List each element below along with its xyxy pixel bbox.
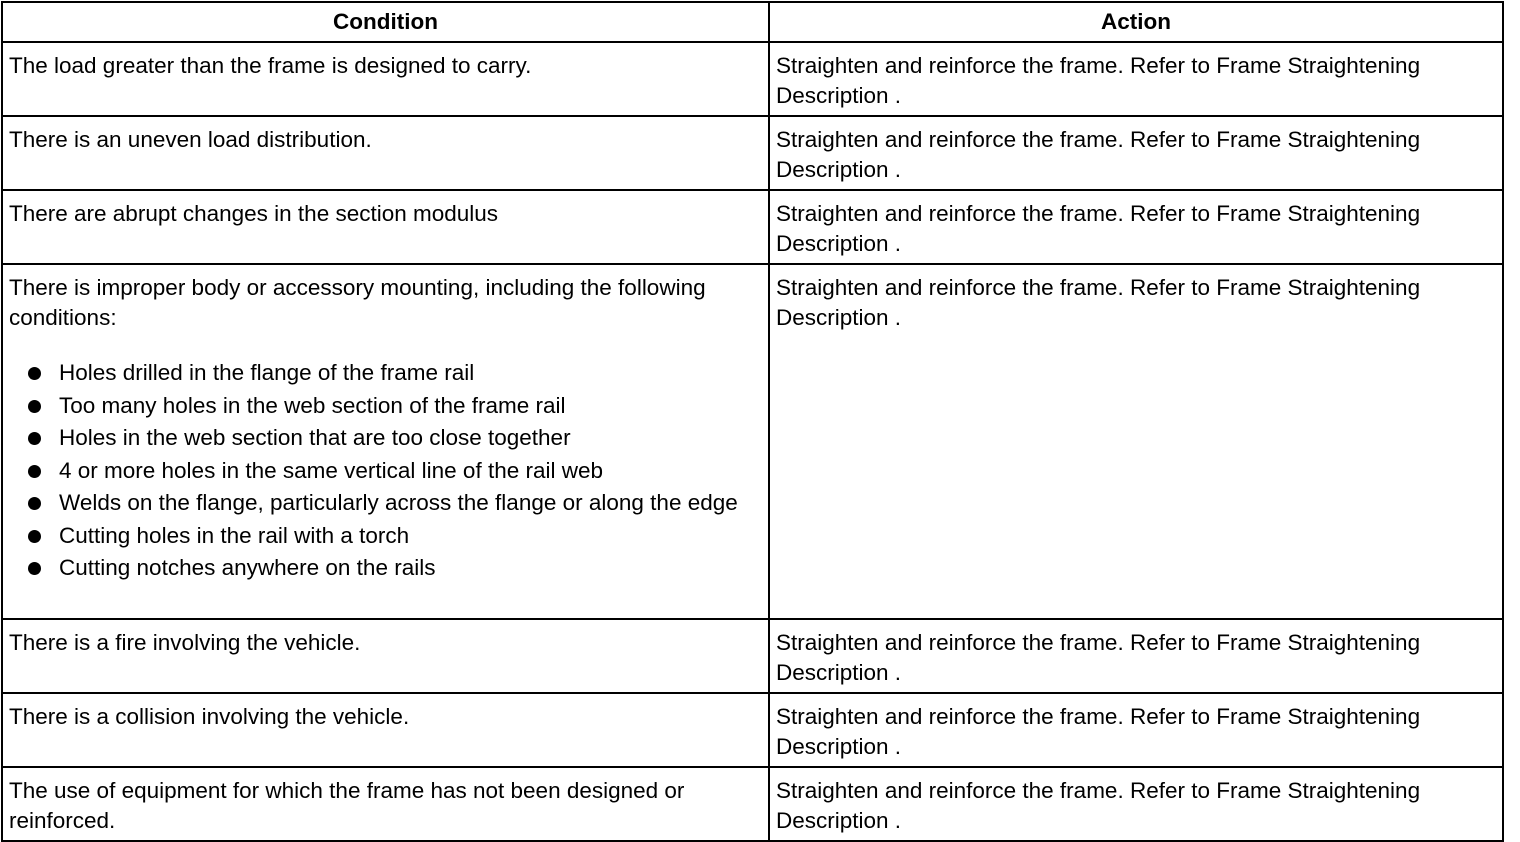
action-cell: Straighten and reinforce the frame. Refer to Frame Straightening Description .: [769, 264, 1503, 619]
list-item-text: 4 or more holes in the same vertical line of the rail web: [59, 457, 604, 483]
list-item: [9, 456, 760, 486]
table-row: [2, 767, 1503, 841]
condition-bullet-list: [9, 358, 760, 583]
condition-cell: The use of equipment for which the frame has not been designed or reinforced.: [2, 767, 769, 841]
list-item-text: Welds on the flange, particularly across the flange or along the edge: [59, 490, 738, 515]
list-item-text: Too many holes in the web section of the frame rail: [59, 392, 566, 418]
condition-text: There is improper body or accessory mounting, including the following conditions:: [9, 275, 706, 330]
table-row: [2, 116, 1503, 190]
list-item-text: Cutting holes in the rail with a torch: [59, 522, 410, 548]
list-item: [9, 488, 760, 518]
list-item-text: Holes drilled in the flange of the frame rail: [59, 360, 475, 385]
table-row: [2, 619, 1503, 693]
condition-cell: There is a fire involving the vehicle.: [2, 619, 769, 693]
diagnostic-table: [1, 1, 1504, 842]
table-row: [2, 42, 1503, 116]
condition-cell: There are abrupt changes in the section modulus: [2, 190, 769, 264]
action-cell: Straighten and reinforce the frame. Refer to Frame Straightening Description .: [769, 693, 1503, 767]
action-cell: Straighten and reinforce the frame. Refer to Frame Straightening Description .: [769, 116, 1503, 190]
list-item: [9, 358, 760, 388]
action-cell: Straighten and reinforce the frame. Refer to Frame Straightening Description .: [769, 767, 1503, 841]
header-condition: Condition: [2, 2, 769, 42]
bullet-icon: [28, 465, 41, 478]
bullet-icon: [28, 367, 41, 380]
action-cell: Straighten and reinforce the frame. Refer to Frame Straightening Description .: [769, 619, 1503, 693]
table-row: [2, 190, 1503, 264]
bullet-icon: [28, 562, 41, 575]
list-item: [9, 391, 760, 421]
bullet-icon: [28, 497, 41, 510]
header-row: [2, 2, 1503, 42]
list-item-text: Cutting notches anywhere on the rails: [59, 555, 436, 580]
header-action: Action: [769, 2, 1503, 42]
bullet-icon: [28, 400, 41, 413]
list-item: [9, 521, 760, 551]
bullet-icon: [28, 530, 41, 543]
list-item-text: Holes in the web section that are too close together: [59, 425, 571, 450]
condition-cell: There is an uneven load distribution.: [2, 116, 769, 190]
table-row: [2, 264, 1503, 619]
action-cell: Straighten and reinforce the frame. Refer to Frame Straightening Description .: [769, 190, 1503, 264]
action-cell: Straighten and reinforce the frame. Refer to Frame Straightening Description .: [769, 42, 1503, 116]
list-item: [9, 423, 760, 453]
table-row: [2, 693, 1503, 767]
condition-cell: There is a collision involving the vehicle.: [2, 693, 769, 767]
bullet-icon: [28, 432, 41, 445]
list-item: [9, 553, 760, 583]
condition-cell: The load greater than the frame is designed to carry.: [2, 42, 769, 116]
condition-cell: [2, 264, 769, 619]
